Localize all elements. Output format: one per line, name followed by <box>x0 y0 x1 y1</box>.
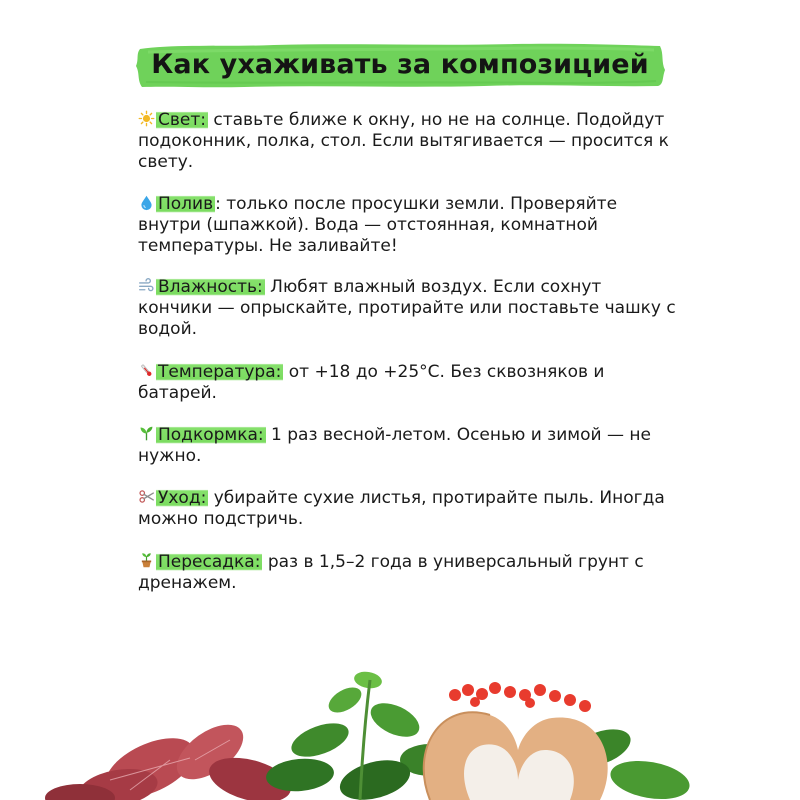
care-item-text: ставьте ближе к окну, но не на солнце. Подойдут подоконник, полка, стол. Если вытягивается — просится к свету. <box>138 110 669 172</box>
potted-plant-icon <box>138 552 155 569</box>
care-item-repotting <box>138 552 678 594</box>
care-item-label: Температура: <box>158 362 282 382</box>
care-item-label: Пересадка: <box>158 552 261 572</box>
care-item-label: Свет: <box>158 110 206 130</box>
care-item-grooming <box>138 488 678 530</box>
fittonia-leaves <box>45 714 296 800</box>
care-item-label: Подкормка: <box>158 425 264 445</box>
care-item-text: убирайте сухие листья, протирайте пыль. Иногда можно подстричь. <box>138 488 665 529</box>
care-item-watering <box>138 194 678 257</box>
water-drop-icon <box>138 194 155 211</box>
care-item-temperature <box>138 362 678 404</box>
seedling-icon <box>138 425 155 442</box>
wooden-heart-decoration <box>424 712 608 800</box>
care-item-text: 1 раз весной-летом. Осенью и зимой — не нужно. <box>138 425 651 466</box>
care-item-label: Влажность: <box>158 277 263 297</box>
plant-arrangement-photo <box>0 640 800 800</box>
care-item-feeding <box>138 425 678 467</box>
scissors-icon <box>138 488 155 505</box>
red-flowers <box>449 682 591 712</box>
title-banner <box>134 40 666 90</box>
care-item-text: раз в 1,5–2 года в универсальный грунт с дренажем. <box>138 552 644 593</box>
thermometer-icon <box>138 362 155 379</box>
care-item-text: Любят влажный воздух. Если сохнут кончики — опрыскайте, протирайте или поставьте чашку с водой. <box>138 277 676 339</box>
sun-icon <box>138 110 155 127</box>
care-item-label: Полив <box>158 194 214 214</box>
care-item-label: Уход: <box>158 488 207 508</box>
care-item-humidity <box>138 277 678 340</box>
page-title: Как ухаживать за композицией <box>151 49 649 80</box>
care-item-text: от +18 до +25°С. Без сквозняков и батарей. <box>138 362 605 403</box>
care-item-text: : только после просушки земли. Проверяйте внутри (шпажкой). Вода — отстоянная, комнатной температуры. Не заливайте! <box>138 194 618 256</box>
wind-icon <box>138 277 155 294</box>
care-item-light <box>138 110 678 173</box>
